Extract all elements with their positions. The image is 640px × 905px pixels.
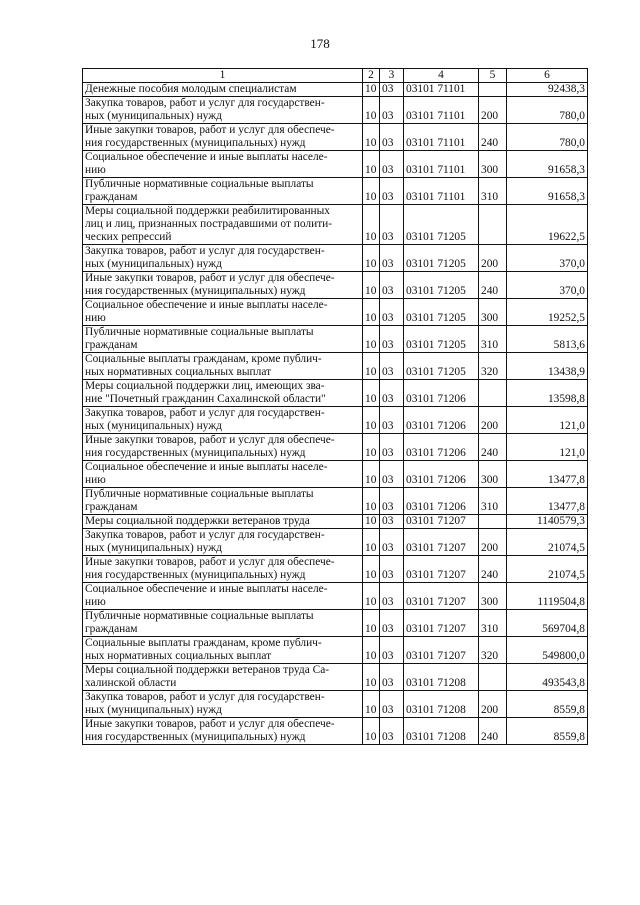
row-expense-type-code: 320 [479,353,507,380]
row-section-code: 10 [363,205,380,245]
row-amount: 1119504,8 [507,583,588,610]
row-section-code: 10 [363,97,380,124]
row-subsection-code: 03 [380,488,404,515]
table-row [83,97,588,124]
table-row [83,529,588,556]
row-amount: 19622,5 [507,205,588,245]
column-header-4: 4 [404,69,479,83]
row-section-code: 10 [363,299,380,326]
row-target-article-code: 03101 71205 [404,245,479,272]
row-amount: 121,0 [507,407,588,434]
row-subsection-code: 03 [380,529,404,556]
row-amount: 780,0 [507,124,588,151]
row-subsection-code: 03 [380,326,404,353]
row-amount: 549800,0 [507,637,588,664]
row-name: Меры социальной поддержки реабилитированных лиц и лиц, признанных пострадавшими от полити- ческих репрессий [83,205,363,245]
row-subsection-code: 03 [380,461,404,488]
row-amount: 13477,8 [507,488,588,515]
row-name: Публичные нормативные социальные выплаты гражданам [83,610,363,637]
row-expense-type-code: 240 [479,556,507,583]
row-target-article-code: 03101 71206 [404,488,479,515]
table-row [83,637,588,664]
row-target-article-code: 03101 71101 [404,178,479,205]
row-section-code: 10 [363,272,380,299]
column-header-5: 5 [479,69,507,83]
row-target-article-code: 03101 71205 [404,299,479,326]
row-subsection-code: 03 [380,515,404,529]
row-expense-type-code [479,205,507,245]
row-subsection-code: 03 [380,178,404,205]
row-target-article-code: 03101 71207 [404,583,479,610]
table-row [83,434,588,461]
row-subsection-code: 03 [380,556,404,583]
row-subsection-code: 03 [380,353,404,380]
row-expense-type-code: 240 [479,434,507,461]
table-row [83,245,588,272]
row-section-code: 10 [363,529,380,556]
table-row [83,461,588,488]
row-name: Публичные нормативные социальные выплаты гражданам [83,488,363,515]
table-header-row [83,69,588,83]
row-amount: 1140579,3 [507,515,588,529]
row-amount: 493543,8 [507,664,588,691]
row-target-article-code: 03101 71205 [404,272,479,299]
row-subsection-code: 03 [380,691,404,718]
row-target-article-code: 03101 71208 [404,691,479,718]
row-section-code: 10 [363,245,380,272]
row-section-code: 10 [363,610,380,637]
row-target-article-code: 03101 71208 [404,664,479,691]
row-name: Социальное обеспечение и иные выплаты населе- нию [83,461,363,488]
row-section-code: 10 [363,151,380,178]
row-amount: 21074,5 [507,556,588,583]
row-target-article-code: 03101 71207 [404,529,479,556]
row-target-article-code: 03101 71206 [404,407,479,434]
row-expense-type-code: 310 [479,178,507,205]
column-header-6: 6 [507,69,588,83]
row-subsection-code: 03 [380,83,404,97]
row-subsection-code: 03 [380,205,404,245]
row-section-code: 10 [363,515,380,529]
table-row [83,151,588,178]
row-subsection-code: 03 [380,151,404,178]
row-amount: 13438,9 [507,353,588,380]
row-expense-type-code: 300 [479,461,507,488]
row-section-code: 10 [363,718,380,745]
row-name: Иные закупки товаров, работ и услуг для обеспече- ния государственных (муниципальных) нужд [83,718,363,745]
row-section-code: 10 [363,637,380,664]
row-amount: 370,0 [507,245,588,272]
row-subsection-code: 03 [380,718,404,745]
row-name: Иные закупки товаров, работ и услуг для обеспече- ния государственных (муниципальных) нужд [83,556,363,583]
row-target-article-code: 03101 71101 [404,124,479,151]
row-target-article-code: 03101 71207 [404,515,479,529]
table-row [83,718,588,745]
table-row [83,664,588,691]
row-amount: 121,0 [507,434,588,461]
column-header-3: 3 [380,69,404,83]
row-section-code: 10 [363,407,380,434]
row-expense-type-code [479,664,507,691]
table-body [83,69,588,745]
row-name: Публичные нормативные социальные выплаты гражданам [83,326,363,353]
table-row [83,272,588,299]
row-amount: 5813,6 [507,326,588,353]
row-name: Закупка товаров, работ и услуг для государствен- ных (муниципальных) нужд [83,97,363,124]
row-section-code: 10 [363,178,380,205]
row-name: Социальное обеспечение и иные выплаты населе- нию [83,151,363,178]
row-subsection-code: 03 [380,272,404,299]
row-section-code: 10 [363,124,380,151]
budget-table [82,68,588,745]
table-row [83,610,588,637]
row-target-article-code: 03101 71205 [404,205,479,245]
row-expense-type-code: 300 [479,299,507,326]
table-row [83,380,588,407]
row-name: Меры социальной поддержки лиц, имеющих зва- ние "Почетный гражданин Сахалинской области" [83,380,363,407]
row-name: Закупка товаров, работ и услуг для государствен- ных (муниципальных) нужд [83,245,363,272]
row-name: Иные закупки товаров, работ и услуг для обеспече- ния государственных (муниципальных) нужд [83,434,363,461]
table-row [83,583,588,610]
row-section-code: 10 [363,434,380,461]
row-section-code: 10 [363,691,380,718]
row-name: Иные закупки товаров, работ и услуг для обеспече- ния государственных (муниципальных) нужд [83,124,363,151]
row-section-code: 10 [363,326,380,353]
page-number: 178 [310,36,330,51]
row-section-code: 10 [363,353,380,380]
row-target-article-code: 03101 71206 [404,461,479,488]
row-name: Публичные нормативные социальные выплаты гражданам [83,178,363,205]
table-row [83,299,588,326]
row-amount: 370,0 [507,272,588,299]
row-expense-type-code: 200 [479,245,507,272]
row-expense-type-code: 300 [479,151,507,178]
row-expense-type-code [479,380,507,407]
row-subsection-code: 03 [380,299,404,326]
row-subsection-code: 03 [380,245,404,272]
row-expense-type-code: 200 [479,691,507,718]
row-amount: 13598,8 [507,380,588,407]
table-row [83,178,588,205]
row-expense-type-code [479,83,507,97]
row-amount: 8559,8 [507,718,588,745]
row-name: Закупка товаров, работ и услуг для государствен- ных (муниципальных) нужд [83,407,363,434]
row-subsection-code: 03 [380,664,404,691]
row-target-article-code: 03101 71101 [404,97,479,124]
row-expense-type-code [479,515,507,529]
row-name: Закупка товаров, работ и услуг для государствен- ных (муниципальных) нужд [83,529,363,556]
row-name: Денежные пособия молодым специалистам [83,83,363,97]
table-row [83,488,588,515]
row-subsection-code: 03 [380,97,404,124]
row-target-article-code: 03101 71208 [404,718,479,745]
row-section-code: 10 [363,583,380,610]
table-row [83,407,588,434]
row-target-article-code: 03101 71207 [404,556,479,583]
column-header-1: 1 [83,69,363,83]
row-target-article-code: 03101 71205 [404,326,479,353]
row-amount: 91658,3 [507,178,588,205]
row-name: Меры социальной поддержки ветеранов труда [83,515,363,529]
row-name: Меры социальной поддержки ветеранов труда Са- халинской области [83,664,363,691]
row-expense-type-code: 200 [479,407,507,434]
row-target-article-code: 03101 71206 [404,380,479,407]
table-row [83,515,588,529]
row-section-code: 10 [363,556,380,583]
table-row [83,556,588,583]
row-target-article-code: 03101 71207 [404,610,479,637]
row-expense-type-code: 240 [479,124,507,151]
table-row [83,326,588,353]
row-amount: 19252,5 [507,299,588,326]
row-target-article-code: 03101 71207 [404,637,479,664]
table-row [83,691,588,718]
row-section-code: 10 [363,461,380,488]
row-expense-type-code: 300 [479,583,507,610]
row-name: Социальное обеспечение и иные выплаты населе- нию [83,299,363,326]
row-subsection-code: 03 [380,434,404,461]
row-target-article-code: 03101 71206 [404,434,479,461]
row-name: Социальные выплаты гражданам, кроме публич- ных нормативных социальных выплат [83,353,363,380]
row-subsection-code: 03 [380,124,404,151]
row-target-article-code: 03101 71205 [404,353,479,380]
row-amount: 780,0 [507,97,588,124]
row-name: Закупка товаров, работ и услуг для государствен- ных (муниципальных) нужд [83,691,363,718]
row-subsection-code: 03 [380,583,404,610]
row-expense-type-code: 240 [479,272,507,299]
row-section-code: 10 [363,488,380,515]
row-expense-type-code: 200 [479,529,507,556]
row-expense-type-code: 240 [479,718,507,745]
row-target-article-code: 03101 71101 [404,83,479,97]
column-header-2: 2 [363,69,380,83]
table-row [83,124,588,151]
row-name: Социальные выплаты гражданам, кроме публич- ных нормативных социальных выплат [83,637,363,664]
row-expense-type-code: 200 [479,97,507,124]
row-expense-type-code: 310 [479,326,507,353]
row-target-article-code: 03101 71101 [404,151,479,178]
table-row [83,83,588,97]
row-section-code: 10 [363,83,380,97]
row-amount: 21074,5 [507,529,588,556]
row-expense-type-code: 310 [479,610,507,637]
row-name: Социальное обеспечение и иные выплаты населе- нию [83,583,363,610]
row-amount: 91658,3 [507,151,588,178]
row-expense-type-code: 310 [479,488,507,515]
row-amount: 8559,8 [507,691,588,718]
row-subsection-code: 03 [380,380,404,407]
row-subsection-code: 03 [380,637,404,664]
row-section-code: 10 [363,380,380,407]
row-amount: 13477,8 [507,461,588,488]
table-row [83,205,588,245]
row-name: Иные закупки товаров, работ и услуг для обеспече- ния государственных (муниципальных) нужд [83,272,363,299]
row-subsection-code: 03 [380,610,404,637]
row-section-code: 10 [363,664,380,691]
row-amount: 92438,3 [507,83,588,97]
table-row [83,353,588,380]
row-expense-type-code: 320 [479,637,507,664]
row-subsection-code: 03 [380,407,404,434]
row-amount: 569704,8 [507,610,588,637]
